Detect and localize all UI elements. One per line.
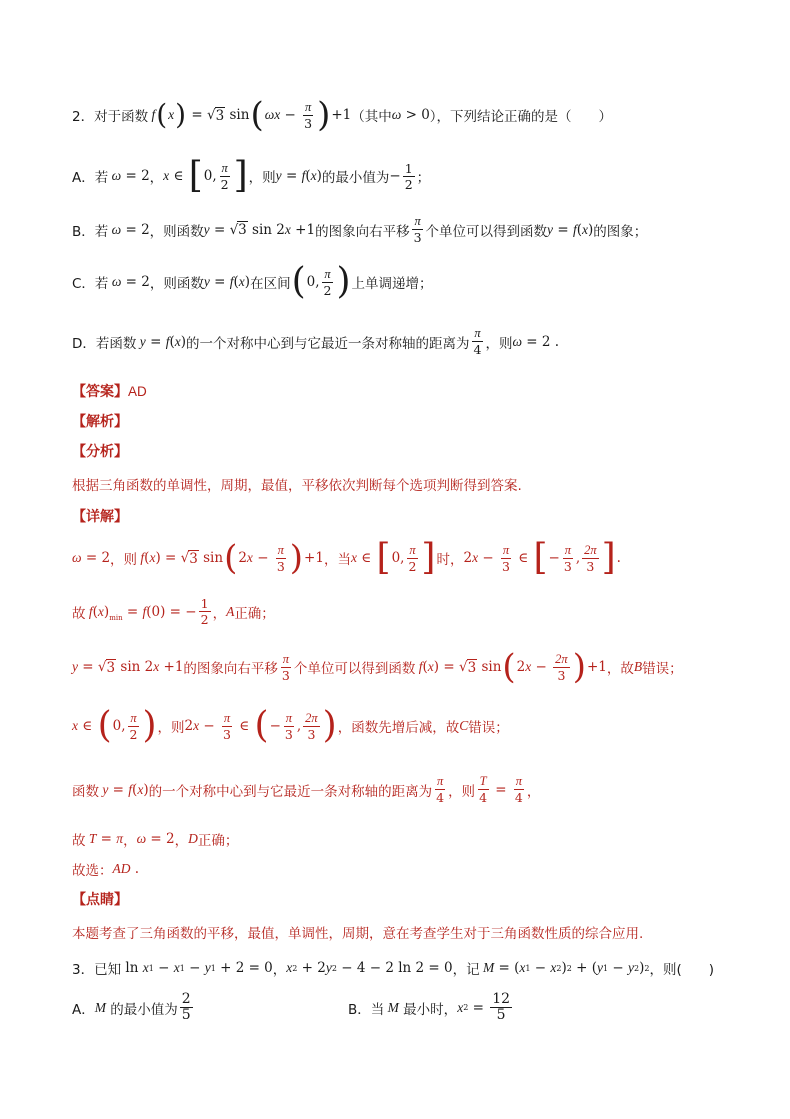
detail-line-4: x ∈ ( 0, $\frac{\pi}{2}$ ) ，则 2 x − $\frac{\pi}{3}$ ∈ ( − $\frac{\pi}{3}$ , $\frac{2\pi}{3}$ ) ，函数先增后减，故 C 错误； xyxy=(72,705,509,746)
q3-option-b: B．当 M 最小时， x 2 = $\frac{12}{5}$ xyxy=(348,991,511,1023)
fenxi-text-line xyxy=(72,474,522,494)
q2-stem: 2．对于函数 f ( x ) = √ 3 sin ( ωx − $\frac{\pi}{3}$ ) +1 （其中 ω > 0 ），下列结论正确的是（ ） xyxy=(72,95,613,135)
q2-option-c: C．若 ω = 2 ，则函数 y = f ( x ) 在区间 ( 0, $\frac{\pi}{2}$ ) 上单调递增； xyxy=(72,261,433,302)
q2-option-b: B．若 ω = 2 ，则函数 y = √ 3 sin 2 x +1 的图象向右平移 $\frac{\pi}{3}$ 个单位可以得到函数 y = f ( x ) 的图象； xyxy=(72,214,648,245)
analysis-tag: 【解析】 xyxy=(72,414,128,430)
q2-option-d: D．若函数 y = f ( x ) 的一个对称中心到与它最近一条对称轴的距离为 $\frac{\pi}{4}$ ，则 ω = 2 . xyxy=(72,326,560,357)
q3-option-a: A． M 的最小值为 $\frac{2}{5}$ xyxy=(72,991,191,1023)
detail-tag-line xyxy=(72,506,128,526)
dianjing-tag: 【点睛】 xyxy=(72,892,128,908)
detail-line-3: y = √ 3 sin 2 x +1 的图象向右平移 $\frac{\pi}{3}$ 个单位可以得到函数 f ( x ) = √ 3 sin ( 2 x − $\frac{2\pi}{3}$ ) +1 ，故 B 错误； xyxy=(72,647,683,687)
q2-option-a: A．若 ω = 2 ， x ∈ [ 0, $\frac{\pi}{2}$ ] ，则 y = f ( x ) 的最小值为 − $\frac{1}{2}$ ； xyxy=(72,155,431,196)
fenxi-text: 根据三角函数的单调性，周期，最值，平移依次判断每个选项判断得到答案. xyxy=(72,478,522,494)
dianjing-text: 本题考查了三角函数的平移，最值，单调性，周期，意在考查学生对于三角函数性质的综合应用. xyxy=(72,926,644,942)
answer-value: AD xyxy=(128,383,147,399)
dianjing-tag-line xyxy=(72,889,128,909)
fenxi-tag: 【分析】 xyxy=(72,444,128,460)
detail-line-1: ω = 2 ，则 f ( x ) = √ 3 sin ( 2 x − $\frac{\pi}{3}$ ) +1 ，当 x ∈ [ 0, $\frac{\pi}{2}$ ] 时， 2 x − $\frac{\pi}{3}$ ∈ [ − $\frac{\pi}{3}$ , $\frac{2\pi}{3}$ ] . xyxy=(72,537,621,578)
analysis-tag-line xyxy=(72,411,128,431)
answer-line xyxy=(72,381,147,401)
answer-tag: 【答案】 xyxy=(72,384,128,400)
detail-line-7: 故选： AD . xyxy=(72,861,140,879)
dianjing-text-line xyxy=(72,922,643,942)
detail-line-2: 故 f ( x ) $_{min}$ = f (0) = − $\frac{1}{2}$ ， A 正确； xyxy=(72,596,275,627)
detail-line-6: 故 T = π ， ω = 2 ， D 正确； xyxy=(72,831,239,849)
q3-stem: 3．已知 ln x 1 − x 1 − y 1 + 2 = 0 ， x 2 + 2 y 2 − 4 − 2 ln 2 = 0 ，记 M = ( x 1 − x 2 ) 2 + ( y 1 − y 2 ) 2 ，则( ) xyxy=(72,960,715,978)
detail-tag: 【详解】 xyxy=(72,509,128,525)
detail-line-5: 函数 y = f ( x ) 的一个对称中心到与它最近一条对称轴的距离为 $\frac{\pi}{4}$ ，则 $\frac{T}{4}$ = $\frac{\pi}{4}$ ， xyxy=(72,774,541,805)
fenxi-tag-line xyxy=(72,441,128,461)
